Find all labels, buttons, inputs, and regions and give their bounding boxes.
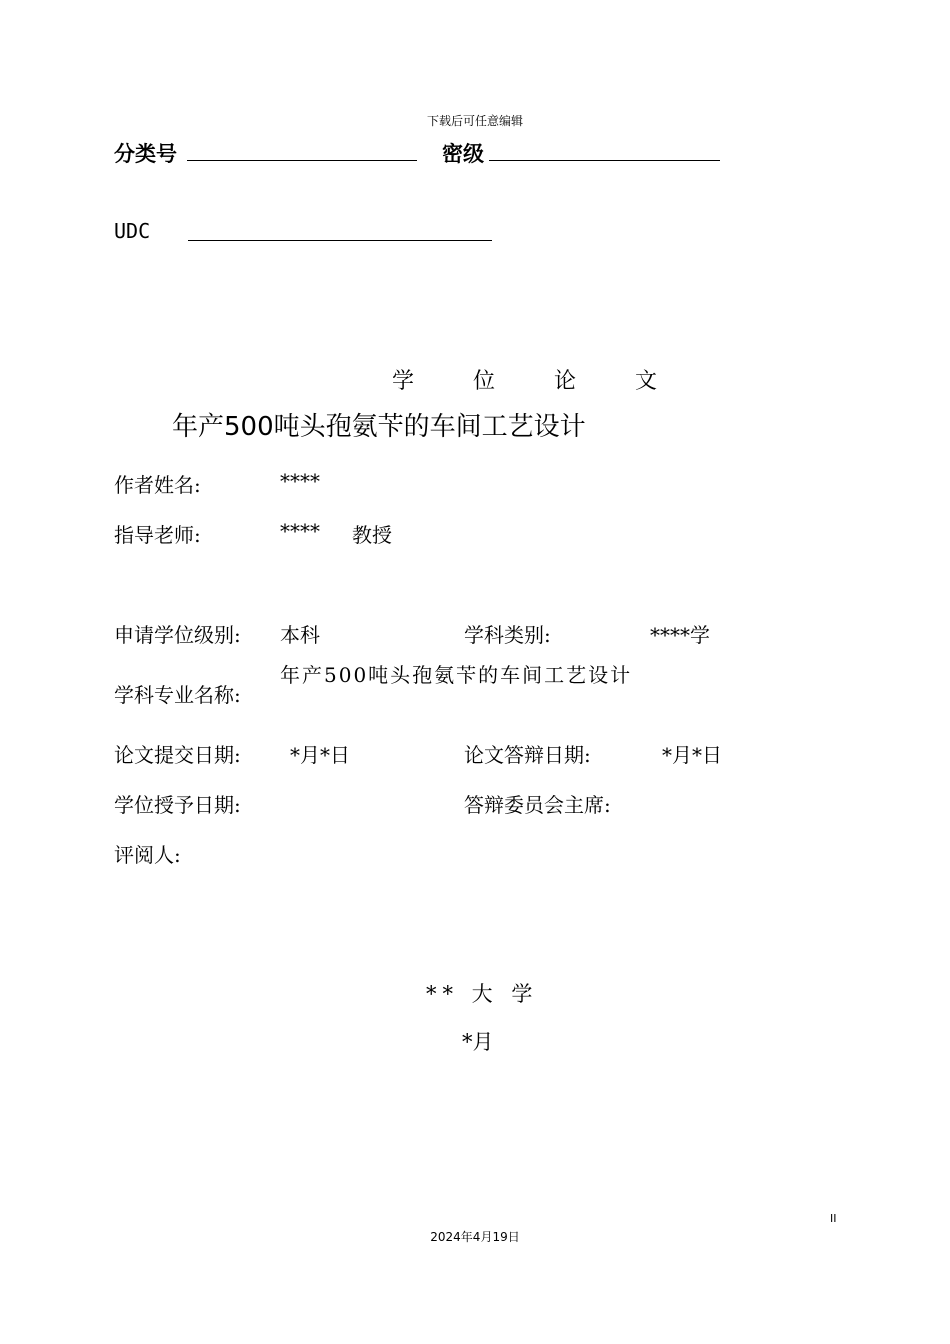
submit-date-label: 论文提交日期: xyxy=(114,743,241,767)
advisor-name: **** xyxy=(280,519,320,543)
university-name: ** 大 学 xyxy=(426,982,539,1006)
author-value: **** xyxy=(280,469,320,493)
discipline-category-value: ****学 xyxy=(650,623,710,647)
secret-level-label: 密级 xyxy=(442,142,484,166)
major-name-value: 年产500吨头孢氨苄的车间工艺设计 xyxy=(280,663,633,687)
advisor-title: 教授 xyxy=(352,523,392,547)
reviewer-label: 评阅人: xyxy=(114,843,181,867)
publication-month: *月 xyxy=(462,1030,494,1054)
submit-date-value: *月*日 xyxy=(290,743,350,767)
category-blank-line xyxy=(187,160,417,161)
footer-date: 2024年4月19日 xyxy=(430,1230,520,1244)
degree-heading: 学 位 论 文 xyxy=(392,369,683,394)
advisor-label: 指导老师: xyxy=(114,523,201,547)
udc-blank-line xyxy=(188,240,492,241)
degree-level-value: 本科 xyxy=(280,623,320,647)
discipline-category-label: 学科类别: xyxy=(464,623,551,647)
category-label: 分类号 xyxy=(114,142,177,166)
degree-level-label: 申请学位级别: xyxy=(114,623,241,647)
author-label: 作者姓名: xyxy=(114,473,201,497)
secret-level-blank-line xyxy=(489,160,720,161)
udc-label: UDC xyxy=(114,219,151,243)
major-name-label: 学科专业名称: xyxy=(114,683,241,707)
header-note: 下载后可任意编辑 xyxy=(426,114,523,128)
defense-date-value: *月*日 xyxy=(662,743,722,767)
award-date-label: 学位授予日期: xyxy=(114,793,241,817)
defense-date-label: 论文答辩日期: xyxy=(464,743,591,767)
page-number: II xyxy=(830,1212,837,1225)
committee-chair-label: 答辩委员会主席: xyxy=(464,793,611,817)
thesis-title: 年产500吨头孢氨苄的车间工艺设计 xyxy=(172,412,586,442)
